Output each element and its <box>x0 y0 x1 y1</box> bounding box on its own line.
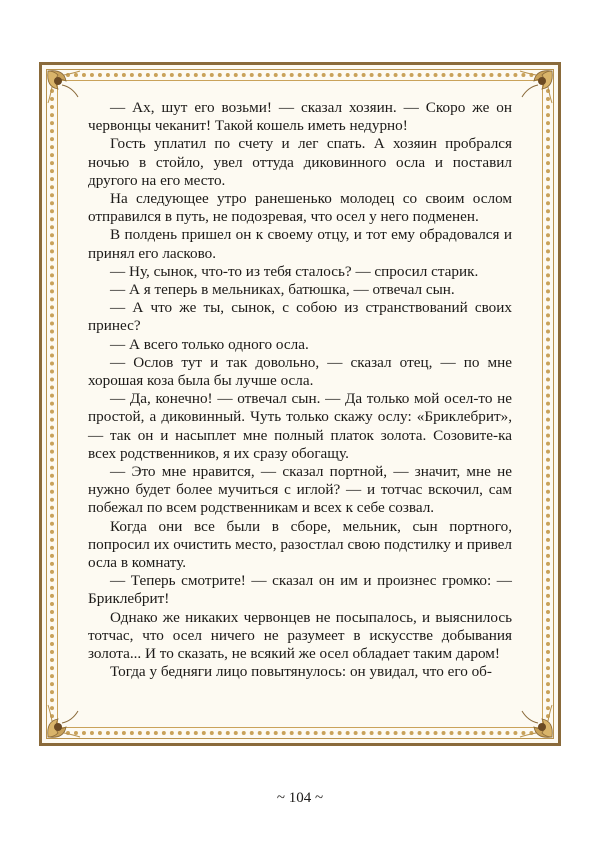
paragraph: — Ах, шут его возьми! — сказал хозяин. — Скоро же он червонцы чеканит! Такой кошель иметь недурно! <box>88 99 512 135</box>
paragraph: На следующее утро ранешенько молодец со своим ослом отправился в путь, не подозревая, что осел у него подменен. <box>88 190 512 226</box>
story-text <box>88 99 512 682</box>
floral-corner-icon <box>44 67 84 107</box>
paragraph: — Ну, сынок, что-то из тебя сталось? — спросил старик. <box>110 262 479 280</box>
paragraph: — Да, конечно! — отвечал сын. — Да только мой осел-то не простой, а диковинный. Чуть только скажу ослу: «Бриклебрит», — так он и насыплет мне полный платок золота. Созовите-ка всех родственников, я их сразу обогащу. <box>88 390 512 462</box>
floral-corner-icon <box>516 701 556 741</box>
paragraph: — Теперь смотрите! — сказал он им и произнес громко: — Бриклебрит! <box>88 572 512 608</box>
paragraph: В полдень пришел он к своему отцу, и тот ему обрадовался и принял его ласково. <box>88 226 512 262</box>
paragraph: — А что же ты, сынок, с собою из странствований своих принес? <box>88 299 512 335</box>
paragraph: — Ослов тут и так довольно, — сказал отец, — по мне хорошая коза была бы лучше осла. <box>88 353 512 390</box>
paragraph: Когда они все были в сборе, мельник, сын портного, попросил их очистить место, разостлал свою подстилку и привел осла в комнату. <box>88 517 512 572</box>
floral-corner-icon <box>516 67 556 107</box>
paragraph: Тогда у бедняги лицо повытянулось: он увидал, что его об- <box>110 663 492 681</box>
paragraph: Гость уплатил по счету и лег спать. А хозяин пробрался ночью в стойло, увел оттуда диковинного осла и поставил другого на его место. <box>88 135 512 189</box>
floral-corner-icon <box>44 701 84 741</box>
paragraph: — А я теперь в мельниках, батюшка, — отвечал сын. <box>110 281 455 299</box>
paragraph: — А всего только одного осла. <box>110 335 309 353</box>
page-number: ~ 104 ~ <box>276 790 324 806</box>
paragraph: Однако же никаких червонцев не посыпалось, и выяснилось тотчас, что осел ничего не разумеет в искусстве добывания золота... И то сказать, не всякий же осел обладает таким даром! <box>88 608 512 663</box>
paragraph: — Это мне нравится, — сказал портной, — значит, мне не нужно будет более мучиться с иглой? — и тотчас вскочил, сам побежал по всем родственникам и всех к себе созвал. <box>88 463 512 517</box>
